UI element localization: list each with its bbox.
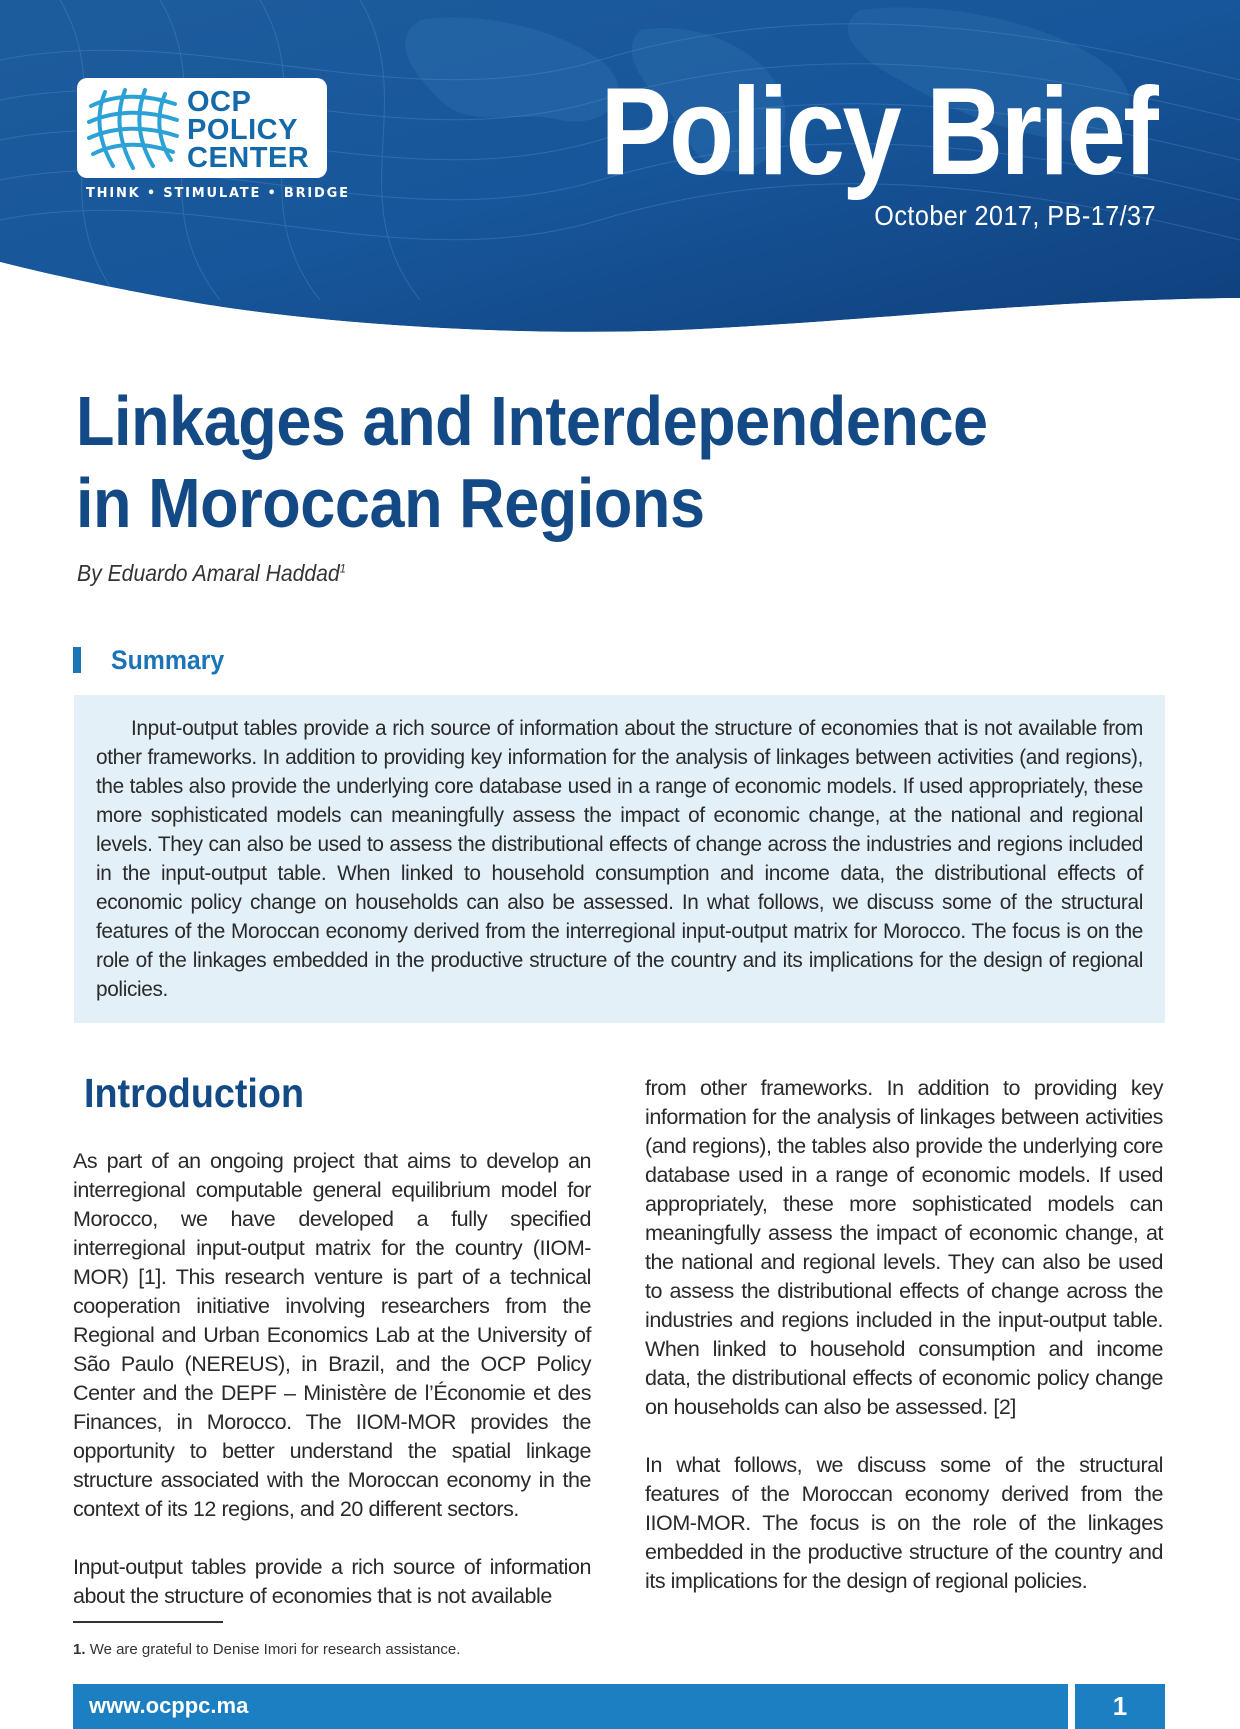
logo-text-policy: POLICY — [187, 114, 298, 146]
intro-paragraph-1: As part of an ongoing project that aims to develop an interregional computable general equilibrium model for Morocco, we have developed a fully specified interregional input-output matrix for the country (IIOM-MOR) [1]. This research venture is part of a technical cooperation initiative involving researchers from the Regional and Urban Economics Lab at the University of São Paulo (NEREUS), in Brazil, and the OCP Policy Center and the DEPF – Ministère de l’Économie et des Finances, in Morocco. The IIOM-MOR provides the opportunity to better understand the spatial linkage structure associated with the Moroccan economy in the context of its 12 regions, and 20 different sectors. — [73, 1149, 591, 1521]
page-number: 1 — [1075, 1684, 1165, 1729]
summary-box — [74, 695, 1165, 1023]
page-title-line-2: in Moroccan Regions — [76, 464, 705, 542]
page-title — [76, 380, 1066, 544]
author-byline — [77, 560, 346, 587]
logo-text-center: CENTER — [187, 142, 310, 174]
logo-tagline: THINK • STIMULATE • BRIDGE — [86, 186, 350, 201]
footnote-marker[interactable]: 1 — [339, 561, 346, 576]
intro-paragraph-2: Input-output tables provide a rich source of information about the structure of economies that is not available — [73, 1555, 591, 1608]
introduction-heading: Introduction — [84, 1070, 304, 1116]
summary-text: Input-output tables provide a rich source of information about the structure of economies that is not available from other frameworks. In addition to providing key information for the analysis of linkages between activities (and regions), the tables also provide the underlying core database used in a range of economic models. If used appropriately, these more sophisticated models can meaningfully assess the impact of economic change, at the national and regional levels. They can also be used to assess the distributional effects of change across the industries and regions included in the input-output table. When linked to household consumption and income data, the distributional effects of economic policy change on households can also be assessed. In what follows, we discuss some of the structural features of the Moroccan economy derived from the interregional input-output matrix for Morocco. The focus is on the role of the linkages embedded in the productive structure of the country and its implications for the design of regional policies. — [96, 717, 1143, 1001]
page-title-line-1: Linkages and Interdependence — [76, 382, 988, 460]
header-banner — [0, 0, 1240, 340]
summary-label: Summary — [111, 645, 225, 675]
summary-accent-bar — [73, 647, 81, 673]
footer-bar — [73, 1684, 1068, 1729]
footnote-number: 1. — [73, 1641, 86, 1658]
intro-paragraph-3: In what follows, we discuss some of the structural features of the Moroccan economy derived from the IIOM-MOR. The focus is on the role of the linkages embedded in the productive structure of the country and its implications for the design of regional policies. — [645, 1453, 1163, 1593]
ocp-globe-mesh-icon — [85, 86, 181, 170]
publication-date-reference: October 2017, PB-17/37 — [874, 200, 1156, 231]
author-name: By Eduardo Amaral Haddad — [77, 560, 340, 586]
intro-paragraph-2-continued: from other frameworks. In addition to providing key information for the analysis of linkages between activities (and regions), the tables also provide the underlying core database used in a range of economic models. If used appropriately, these more sophisticated models can meaningfully assess the impact of economic change, at the national and regional levels. They can also be used to assess the distributional effects of change across the industries and regions included in the input-output table. When linked to household consumption and income data, the distributional effects of economic policy change on households can also be assessed. [2] — [645, 1076, 1163, 1419]
logo-text-ocp: OCP — [187, 86, 252, 118]
footnote — [73, 1641, 460, 1658]
ocp-logo[interactable] — [77, 78, 327, 178]
footnote-divider — [73, 1621, 223, 1623]
document-type-heading: Policy Brief — [600, 63, 1156, 201]
footer-website-link[interactable]: www.ocppc.ma — [89, 1693, 249, 1718]
footnote-text: We are grateful to Denise Imori for research assistance. — [89, 1641, 461, 1658]
body-column-right — [645, 1074, 1163, 1625]
body-column-left — [73, 1147, 591, 1640]
